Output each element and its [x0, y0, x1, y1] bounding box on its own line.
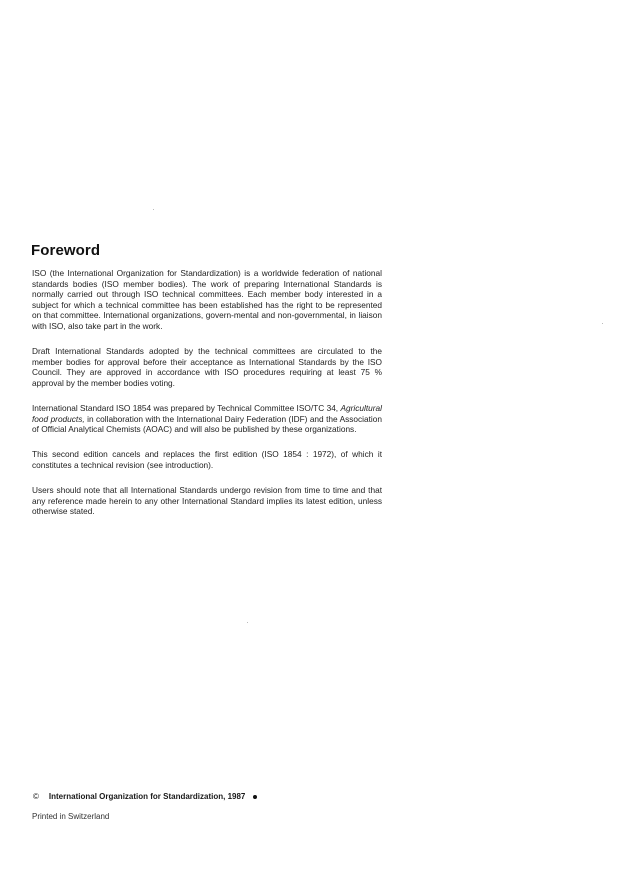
- paragraph-iso-1854: [32, 403, 382, 435]
- copyright-symbol: ©: [33, 792, 39, 801]
- paragraph-revision-note: Users should note that all International Standards undergo revision from time to time and that any reference made herein to any other International Standard implies its latest edition, unless otherwise stated.: [32, 484, 382, 517]
- scan-speck: [247, 622, 248, 623]
- bullet-dot-icon: [253, 795, 257, 799]
- paragraph-draft-standards: Draft International Standards adopted by the technical committees are circulated to the member bodies for approval before their acceptance as International Standards by the ISO Council. They are approved in accordance with ISO procedures requiring at least 75 % approval by the member bodies voting.: [32, 346, 382, 388]
- committee-title: Agricultural food products,: [32, 402, 382, 424]
- scan-speck: [602, 323, 603, 324]
- paragraph-iso-intro: ISO (the International Organization for Standardization) is a worldwide federation of national standards bodies (ISO member bodies). The work of preparing International Standards is normally carried out through ISO technical committees. Each member body interested in a subject for which a technical committee has been established has the right to be represented on that committee. International organizations, govern-mental and non-governmental, in liaison with ISO, also take part in the work.: [32, 268, 382, 331]
- printed-in: Printed in Switzerland: [32, 812, 110, 821]
- paragraph-second-edition: This second edition cancels and replaces the first edition (ISO 1854 : 1972), of which it constitutes a technical revision (see introduction).: [32, 449, 382, 470]
- foreword-heading: Foreword: [31, 242, 101, 259]
- copyright-text: International Organization for Standardization, 1987: [48, 792, 246, 801]
- copyright-line: [33, 792, 257, 801]
- paragraph-iso-1854-start: International Standard ISO 1854 was prepared by Technical Committee ISO/TC 34,: [32, 402, 339, 413]
- scan-speck: [153, 209, 154, 210]
- foreword-body: [32, 268, 382, 531]
- paragraph-iso-1854-end: in collaboration with the International Dairy Federation (IDF) and the Association of Official Analytical Chemists (AOAC) and will also be published by these organizations.: [32, 413, 382, 435]
